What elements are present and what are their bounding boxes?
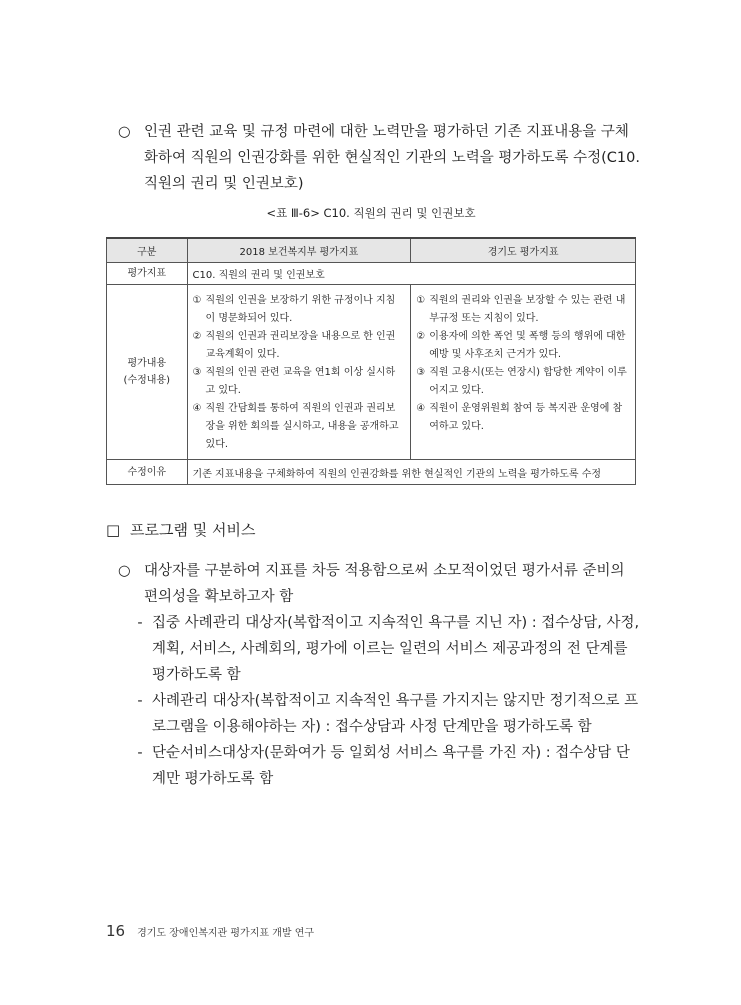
table-row-indicator: [107, 263, 636, 285]
list-item: ③ 직원 고용시(또는 연장시) 합당한 계약이 이루어지고 있다.: [416, 367, 627, 396]
table-row-content: [107, 285, 636, 460]
list-item: - 집중 사례관리 대상자(복합적이고 지속적인 욕구를 지닌 자) : 접수상담, 사정, 계획, 서비스, 사례회의, 평가에 이르는 일련의 서비스 제공과정의 전 단계를 평가하도록 함: [128, 610, 640, 688]
list-item: - 단순서비스대상자(문화여가 등 일회성 서비스 욕구를 가진 자) : 접수상담 단계만 평가하도록 함: [128, 740, 640, 792]
list-item: ④ 직원 간담회를 통하여 직원의 인권과 권리보장을 위한 회의를 실시하고, 내용을 공개하고 있다.: [192, 403, 399, 450]
header-mohw: 2018 보건복지부 평가지표: [187, 238, 411, 263]
programs-paragraph: [118, 558, 640, 792]
indicator-value: C10. 직원의 권리 및 인권보호: [187, 263, 635, 285]
content-label-line1: 평가내용: [127, 358, 167, 369]
page-number: 16: [106, 922, 126, 940]
table-row-reason: [107, 460, 636, 485]
dash-marker: -: [137, 745, 143, 761]
dash-marker: -: [137, 615, 143, 631]
content-label-line2: (수정내용): [123, 375, 170, 386]
indicator-label: 평가지표: [107, 263, 188, 285]
list-item: ② 이용자에 의한 폭언 및 폭행 등의 행위에 대한 예방 및 사후조치 근거가 있다.: [416, 331, 626, 360]
programs-sublist: [128, 610, 640, 792]
list-item: ④ 직원이 운영위원회 참여 등 복지관 운영에 참여하고 있다.: [416, 403, 623, 432]
programs-text: 대상자를 구분하여 지표를 차등 적용함으로써 소모적이었던 평가서류 준비의 편의성을 확보하고자 함: [144, 563, 625, 605]
dash-marker: -: [137, 693, 143, 709]
circle-bullet: ○: [118, 124, 131, 140]
list-item: ③ 직원의 인권 관련 교육을 연1회 이상 실시하고 있다.: [192, 367, 396, 396]
table-caption: <표 Ⅲ-6> C10. 직원의 권리 및 인권보호: [266, 206, 476, 220]
list-item: ① 직원의 권리와 인권을 보장할 수 있는 관련 내부규정 또는 지침이 있다.: [416, 295, 626, 324]
comparison-table: [106, 237, 636, 485]
footer-title: 경기도 장애인복지관 평가지표 개발 연구: [137, 928, 315, 939]
reason-label: 수정이유: [107, 460, 188, 485]
content-label: [107, 285, 188, 460]
square-marker-icon: □: [106, 521, 121, 539]
header-category: 구분: [107, 238, 188, 263]
gyeonggi-content-cell: [411, 285, 636, 460]
header-gyeonggi: 경기도 평가지표: [411, 238, 636, 263]
reason-value: 기존 지표내용을 구체화하여 직원의 인권강화를 위한 현실적인 기관의 노력을 평가하도록 수정: [187, 460, 635, 485]
section-heading: [106, 519, 255, 541]
intro-text: 인권 관련 교육 및 규정 마련에 대한 노력만을 평가하던 기존 지표내용을 구체화하여 직원의 인권강화를 위한 현실적인 기관의 노력을 평가하도록 수정(C10. 직원의 권리 및 인권보호): [144, 124, 640, 192]
section-title: 프로그램 및 서비스: [130, 521, 256, 539]
list-item: - 사례관리 대상자(복합적이고 지속적인 욕구를 가지지는 않지만 정기적으로 프로그램을 이용해야하는 자) : 접수상담과 사정 단계만을 평가하도록 함: [128, 688, 640, 740]
intro-paragraph: [118, 119, 640, 197]
mohw-content-cell: [187, 285, 411, 460]
circle-bullet: ○: [118, 563, 131, 579]
list-item: ① 직원의 인권을 보장하기 위한 규정이나 지침이 명문화되어 있다.: [192, 295, 396, 324]
page-footer: [106, 922, 314, 940]
table-header-row: [107, 238, 636, 263]
list-item: ② 직원의 인권과 권리보장을 내용으로 한 인권교육계획이 있다.: [192, 331, 396, 360]
